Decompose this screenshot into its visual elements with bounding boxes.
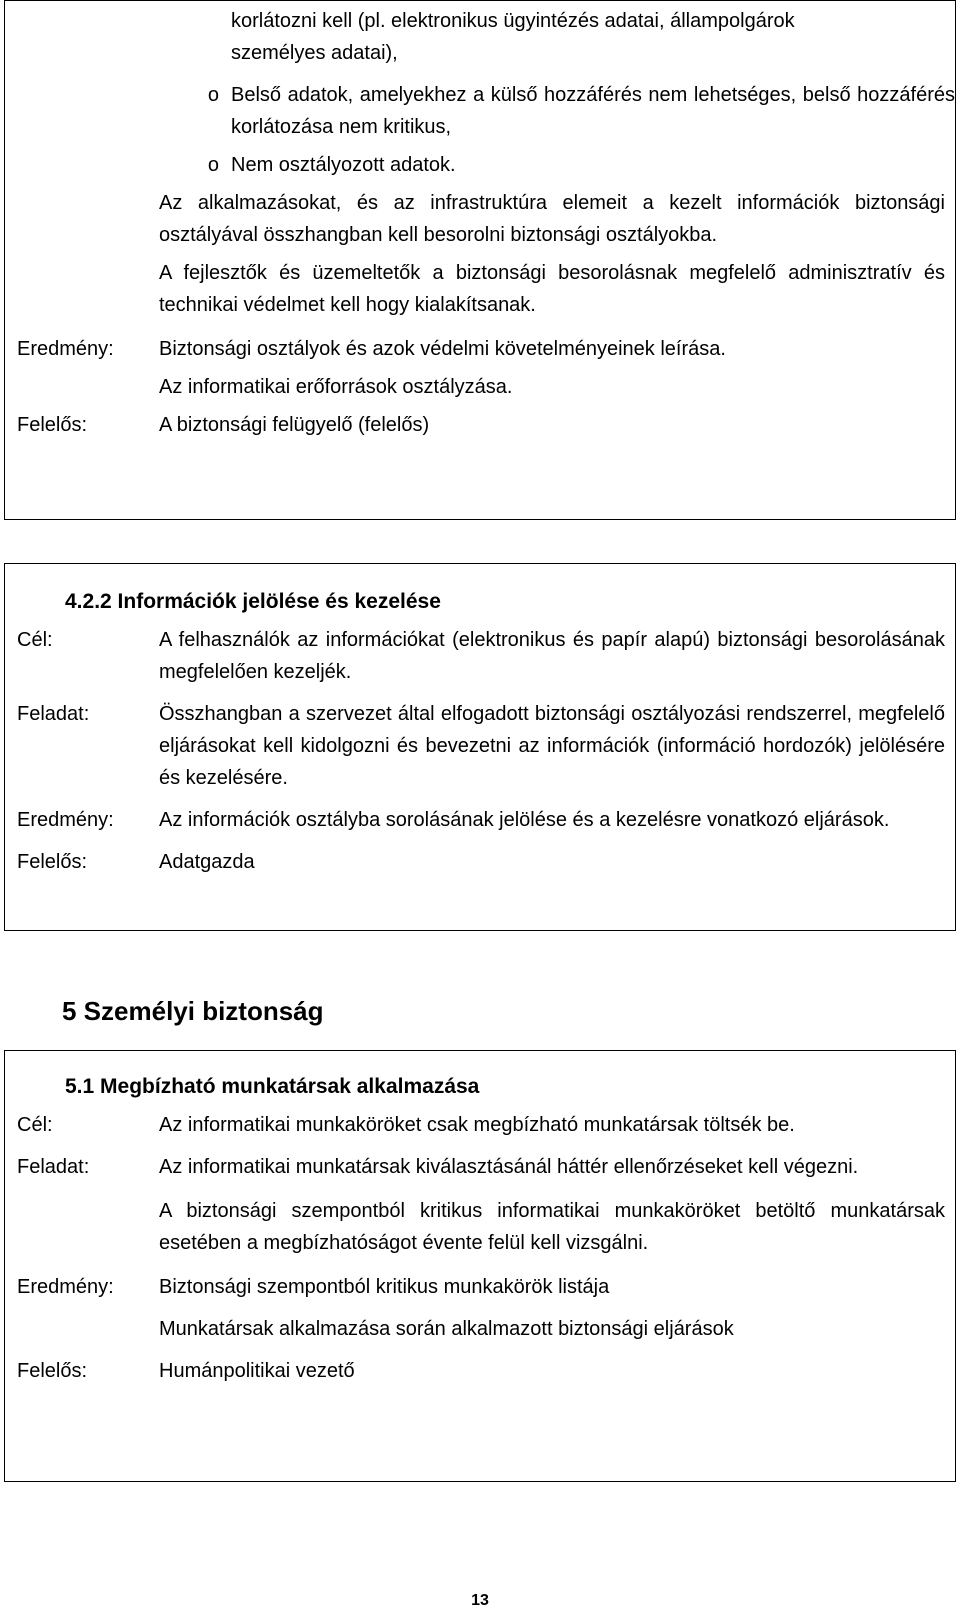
list-item-text: Belső adatok, amelyekhez a külső hozzáférés nem lehetséges, belső hozzáférés korlátozása nem kritikus, bbox=[231, 84, 955, 138]
cel-text: A felhasználók az információkat (elektronikus és papír alapú) biztonsági besorolásának megfelelően kezeljék. bbox=[159, 629, 945, 683]
felelos-label: Felelős: bbox=[17, 851, 88, 873]
continuation-text-line1: korlátozni kell (pl. elektronikus ügyintézés adatai, állampolgárok bbox=[231, 10, 795, 32]
felelos-label: Felelős: bbox=[17, 414, 88, 436]
eredmeny-text: Az informatikai erőforrások osztályzása. bbox=[159, 376, 513, 398]
paragraph: A fejlesztők és üzemeltetők a biztonsági besorolásnak megfelelő adminisztratív és technikai védelmet kell hogy kialakítsanak. bbox=[159, 262, 945, 316]
cel-label: Cél: bbox=[17, 1114, 53, 1136]
section-heading: 5.1 Megbízható munkatársak alkalmazása bbox=[65, 1075, 480, 1098]
felelos-label: Felelős: bbox=[17, 1360, 88, 1382]
feladat-text: A biztonsági szempontból kritikus informatikai munkaköröket betöltő munkatársak esetében a megbízhatóságot évente felül kell vizsgálni. bbox=[159, 1200, 945, 1254]
feladat-text: Összhangban a szervezet által elfogadott biztonsági osztályozási rendszerrel, megfelelő eljárásokat kell kidolgozni és bevezetni az információk (információ hordozók) jelölésére és kezelésére. bbox=[159, 703, 945, 789]
eredmeny-text: Biztonsági osztályok és azok védelmi követelményeinek leírása. bbox=[159, 338, 726, 360]
section-box-5-1 bbox=[4, 1050, 956, 1482]
felelos-text: Humánpolitikai vezető bbox=[159, 1360, 355, 1382]
feladat-text: Az informatikai munkatársak kiválasztásánál háttér ellenőrzéseket kell végezni. bbox=[159, 1156, 859, 1178]
bullet-icon: o bbox=[207, 154, 219, 176]
eredmeny-text: Az információk osztályba sorolásának jelölése és a kezelésre vonatkozó eljárások. bbox=[159, 809, 890, 831]
eredmeny-label: Eredmény: bbox=[17, 809, 114, 831]
page-number: 13 bbox=[471, 1592, 489, 1609]
feladat-label: Feladat: bbox=[17, 703, 90, 725]
feladat-label: Feladat: bbox=[17, 1156, 90, 1178]
continuation-text-line2: személyes adatai), bbox=[231, 42, 398, 64]
cel-text: Az informatikai munkaköröket csak megbízható munkatársak töltsék be. bbox=[159, 1114, 795, 1136]
bullet-icon: o bbox=[207, 84, 219, 106]
list-item-text: Nem osztályozott adatok. bbox=[231, 154, 456, 176]
section-heading: 4.2.2 Információk jelölése és kezelése bbox=[65, 590, 441, 613]
section-box-4-2-2 bbox=[4, 563, 956, 931]
cel-label: Cél: bbox=[17, 629, 53, 651]
eredmeny-label: Eredmény: bbox=[17, 1276, 114, 1298]
felelos-text: A biztonsági felügyelő (felelős) bbox=[159, 414, 430, 436]
eredmeny-text: Biztonsági szempontból kritikus munkakörök listája bbox=[159, 1276, 610, 1298]
eredmeny-label: Eredmény: bbox=[17, 338, 114, 360]
list-item bbox=[157, 149, 955, 181]
chapter-heading: 5 Személyi biztonság bbox=[62, 996, 324, 1026]
paragraph: Az alkalmazásokat, és az infrastruktúra elemeit a kezelt információk biztonsági osztályával összhangban kell besorolni biztonsági osztályokba. bbox=[159, 192, 945, 246]
felelos-text: Adatgazda bbox=[159, 851, 255, 873]
eredmeny-text: Munkatársak alkalmazása során alkalmazott biztonsági eljárások bbox=[159, 1318, 734, 1340]
list-item bbox=[157, 79, 955, 143]
section-box-classification bbox=[4, 0, 956, 520]
